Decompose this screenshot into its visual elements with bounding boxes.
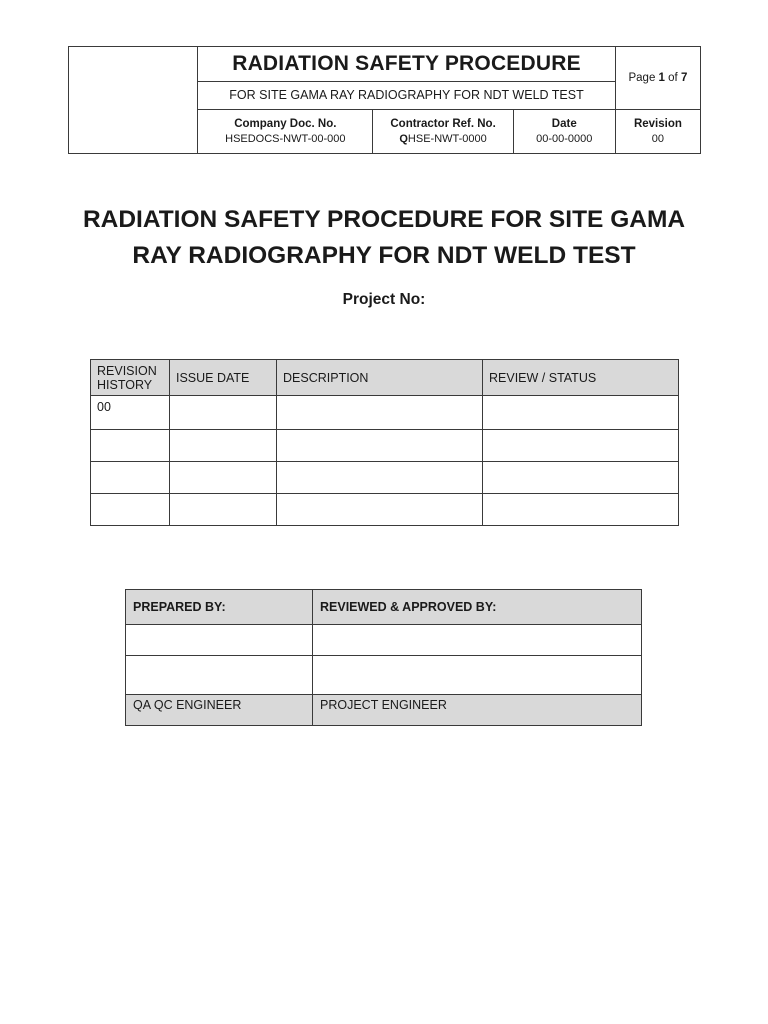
contractor-ref-label: Contractor Ref. No. bbox=[390, 117, 496, 130]
revision-label: Revision bbox=[633, 117, 682, 130]
header-subtitle: FOR SITE GAMA RAY RADIOGRAPHY FOR NDT WELD TEST bbox=[198, 82, 616, 109]
company-doc-label: Company Doc. No. bbox=[234, 117, 337, 130]
table-cell bbox=[91, 430, 170, 462]
reviewed-by-signature-cell bbox=[313, 656, 642, 695]
column-header-review-status: REVIEW / STATUS bbox=[483, 360, 679, 396]
company-doc-cell bbox=[198, 109, 373, 153]
approval-signature-row bbox=[126, 656, 642, 695]
table-cell bbox=[91, 494, 170, 526]
project-number-label: Project No: bbox=[342, 291, 426, 308]
table-cell bbox=[483, 430, 679, 462]
table-cell bbox=[277, 462, 483, 494]
table-row bbox=[91, 462, 679, 494]
column-header-description: DESCRIPTION bbox=[277, 360, 483, 396]
table-cell bbox=[483, 494, 679, 526]
table-cell bbox=[483, 396, 679, 430]
prepared-by-role: QA QC ENGINEER bbox=[126, 695, 313, 726]
revision-history-table bbox=[90, 359, 679, 526]
table-cell bbox=[277, 396, 483, 430]
reviewed-by-role: PROJECT ENGINEER bbox=[313, 695, 642, 726]
table-row bbox=[91, 430, 679, 462]
page-indicator: Page 1 of 7 bbox=[615, 47, 700, 110]
approval-header-row bbox=[126, 590, 642, 625]
table-cell bbox=[170, 462, 277, 494]
approval-table bbox=[125, 589, 642, 726]
table-cell bbox=[91, 462, 170, 494]
table-row bbox=[91, 494, 679, 526]
contractor-ref-value: QHSE-NWT-0000 bbox=[399, 132, 487, 145]
revision-value: 00 bbox=[651, 132, 665, 145]
page-total: 7 bbox=[680, 71, 688, 84]
table-header-row bbox=[91, 360, 679, 396]
date-label: Date bbox=[551, 117, 577, 130]
table-cell bbox=[277, 430, 483, 462]
document-header bbox=[68, 46, 701, 154]
header-title: RADIATION SAFETY PROCEDURE bbox=[198, 47, 616, 82]
revision-cell bbox=[615, 109, 700, 153]
contractor-ref-cell bbox=[373, 109, 513, 153]
approval-name-row bbox=[126, 625, 642, 656]
prepared-by-signature-cell bbox=[126, 656, 313, 695]
table-cell bbox=[170, 430, 277, 462]
prepared-by-label: PREPARED BY: bbox=[126, 590, 313, 625]
company-doc-value: HSEDOCS-NWT-00-000 bbox=[225, 132, 346, 145]
reviewed-approved-by-label: REVIEWED & APPROVED BY: bbox=[313, 590, 642, 625]
date-value: 00-00-0000 bbox=[536, 132, 593, 145]
approval-role-row bbox=[126, 695, 642, 726]
prepared-by-name-cell bbox=[126, 625, 313, 656]
table-cell bbox=[170, 396, 277, 430]
logo-placeholder bbox=[69, 47, 198, 154]
column-header-revision-history: REVISION HISTORY bbox=[91, 360, 170, 396]
table-cell bbox=[170, 494, 277, 526]
document-title: RADIATION SAFETY PROCEDURE FOR SITE GAMA RAY RADIOGRAPHY FOR NDT WELD TEST bbox=[82, 206, 686, 269]
page-current: 1 bbox=[658, 71, 665, 84]
table-cell: 00 bbox=[91, 396, 170, 430]
reviewed-by-name-cell bbox=[313, 625, 642, 656]
column-header-issue-date: ISSUE DATE bbox=[170, 360, 277, 396]
date-cell bbox=[513, 109, 615, 153]
table-row bbox=[91, 396, 679, 430]
table-cell bbox=[277, 494, 483, 526]
table-cell bbox=[483, 462, 679, 494]
